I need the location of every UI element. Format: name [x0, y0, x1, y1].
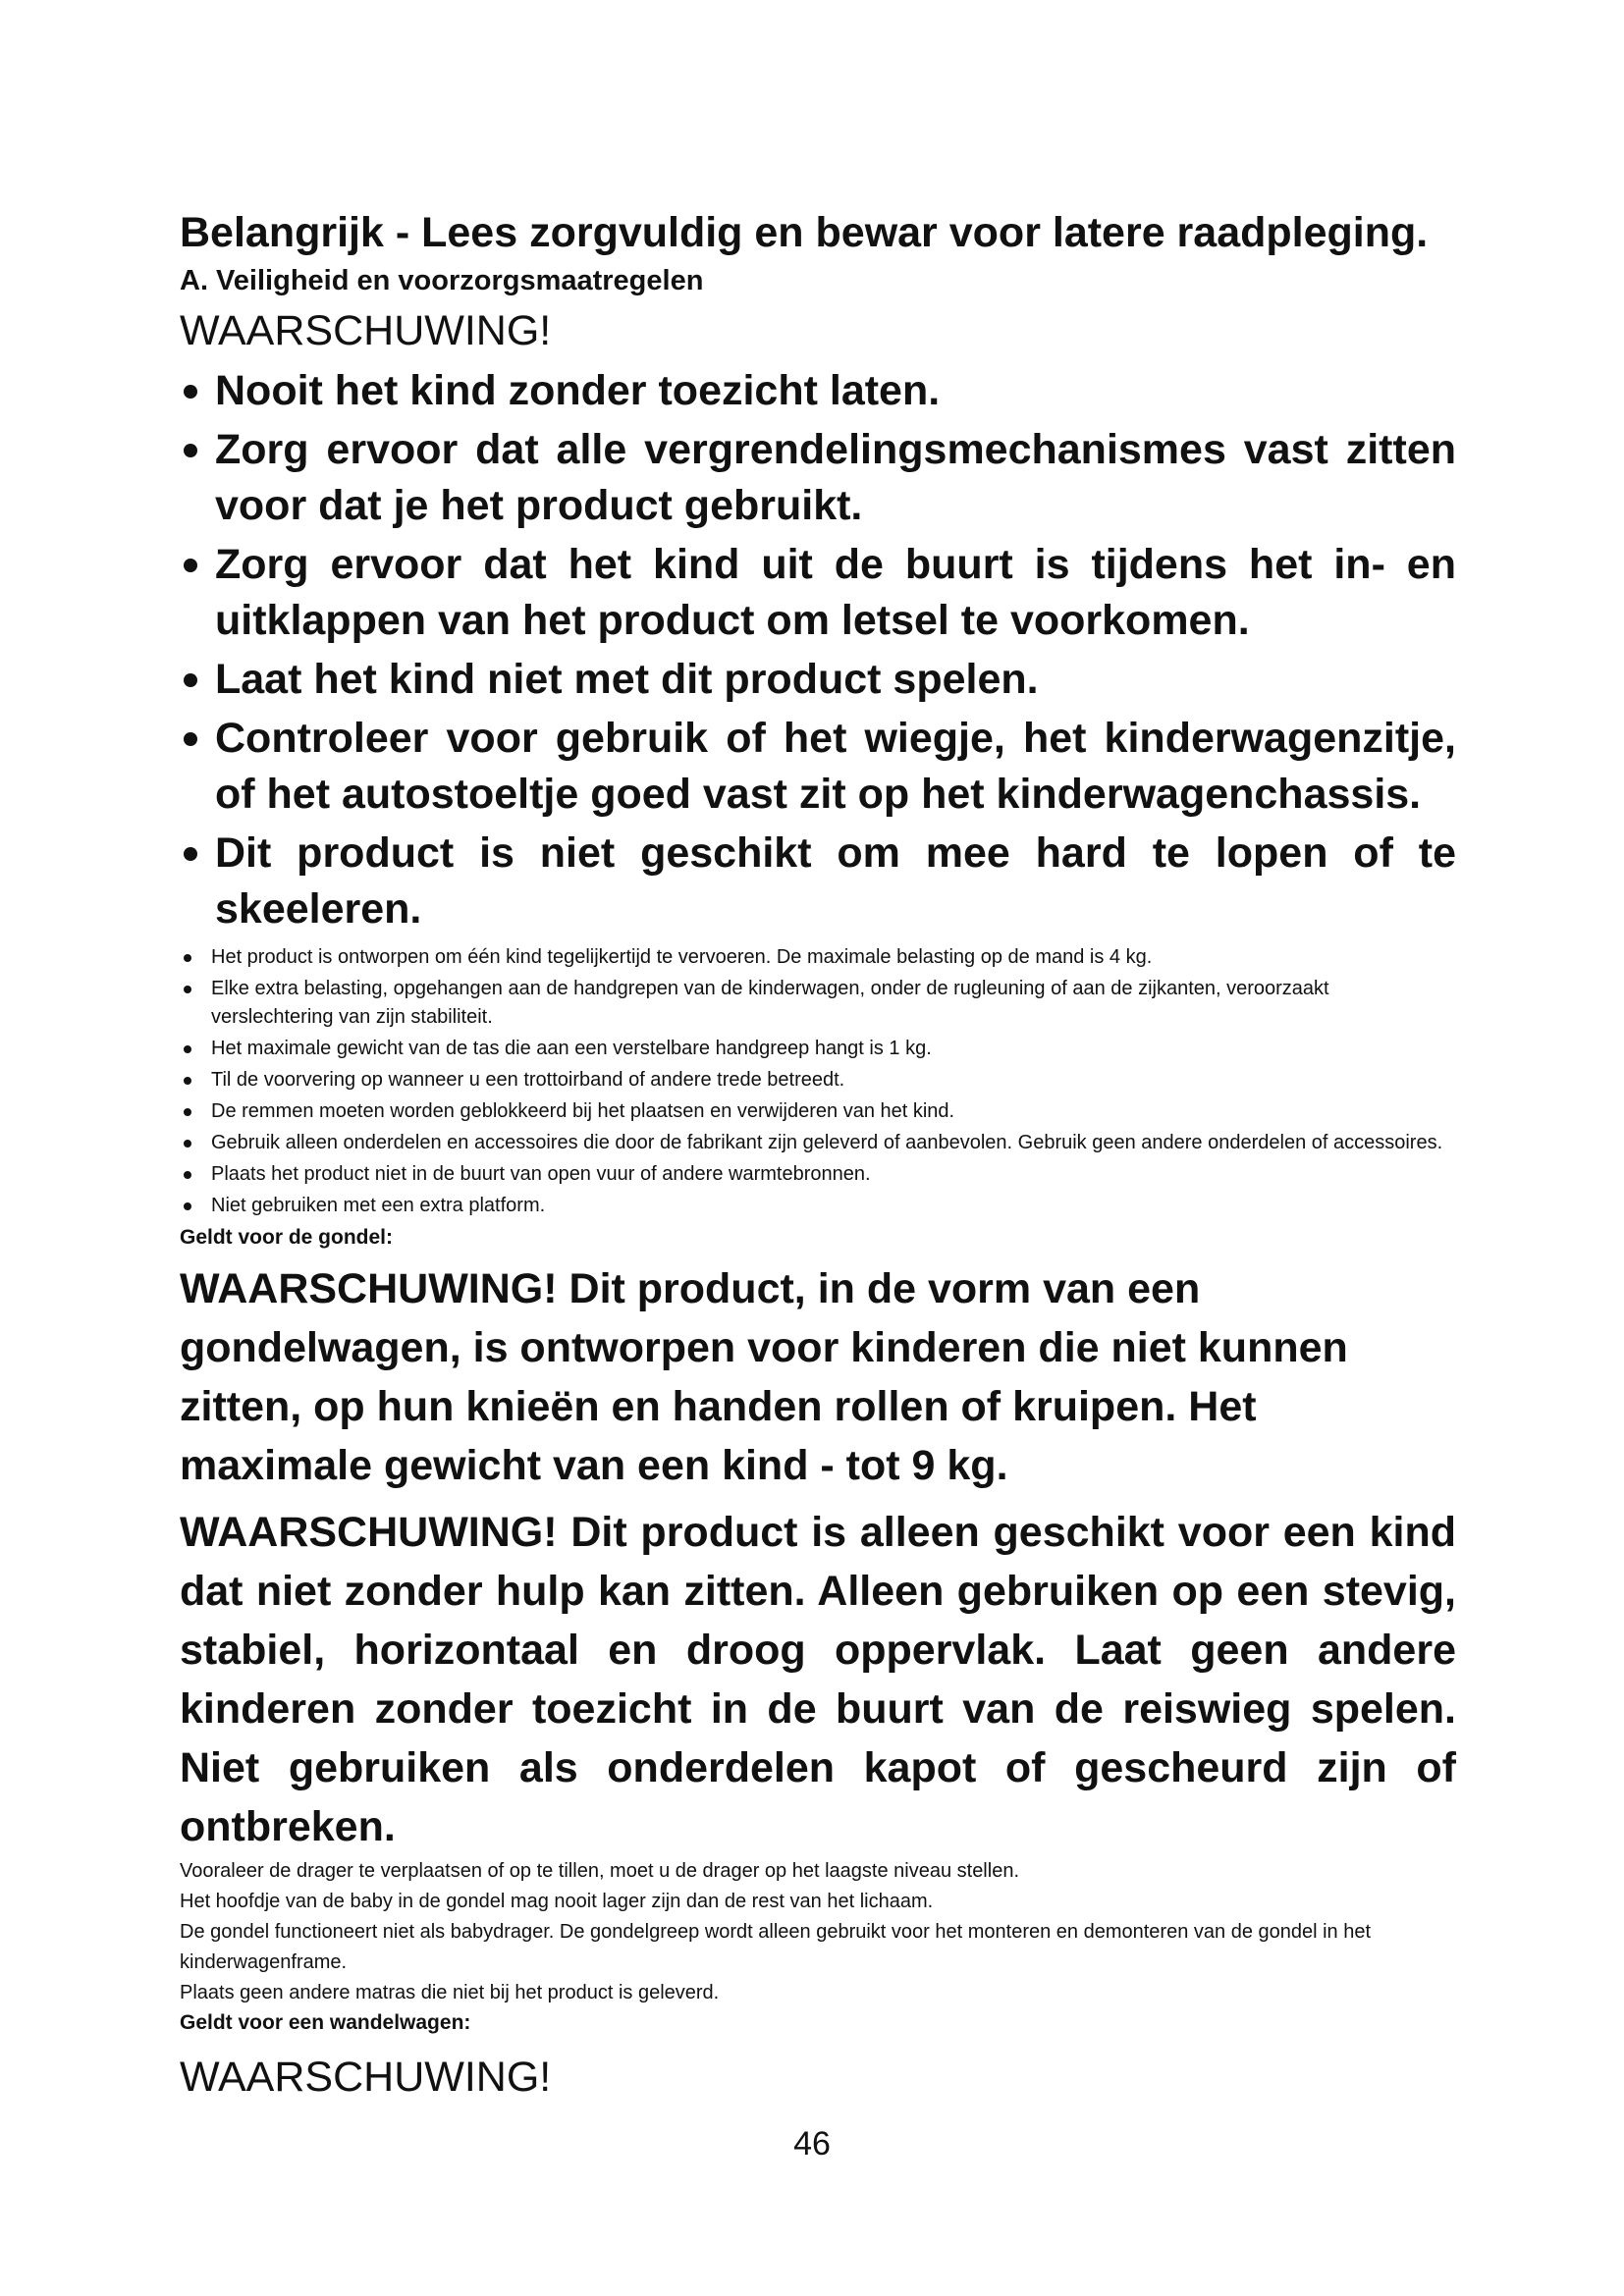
detail-list [180, 943, 1456, 1220]
list-item: Gebruik alleen onderdelen en accessoires die door de fabrikant zijn geleverd of aanbevolen. Gebruik geen andere onderdelen of accessoires. [180, 1129, 1456, 1157]
list-item: Zorg ervoor dat het kind uit de buurt is tijdens het in- en uitklappen van het product om letsel te voorkomen. [180, 537, 1456, 649]
list-item: Plaats het product niet in de buurt van open vuur of andere warmtebronnen. [180, 1160, 1456, 1189]
list-item: Dit product is niet geschikt om mee hard te lopen of te skeeleren. [180, 826, 1456, 937]
gondel-note: Plaats geen andere matras die niet bij het product is geleverd. [180, 1982, 720, 2003]
gondel-note: Vooraleer de drager te verplaatsen of op te tillen, moet u de drager op het laagste niveau stellen. [180, 1860, 1019, 1882]
list-item: Het product is ontworpen om één kind tegelijkertijd te vervoeren. De maximale belasting op de mand is 4 kg. [180, 943, 1456, 972]
gondel-heading: Geldt voor de gondel: [180, 1226, 394, 1249]
document-page [180, 206, 1456, 2109]
list-item: Niet gebruiken met een extra platform. [180, 1192, 1456, 1220]
gondel-note: De gondel functioneert niet als babydrager. De gondelgreep wordt alleen gebruikt voor het monteren en demonteren van de gondel in het kinderwagenframe. [180, 1921, 1372, 1973]
gondel-warning-1: WAARSCHUWING! Dit product, in de vorm van een gondelwagen, is ontworpen voor kinderen die niet kunnen zitten, op hun knieën en handen rollen of kruipen. Het maximale gewicht van een kind - tot 9 kg. [180, 1265, 1348, 1489]
page-number: 46 [793, 2125, 831, 2163]
list-item: Elke extra belasting, opgehangen aan de handgrepen van de kinderwagen, onder de rugleuning of aan de zijkanten, veroorzaakt verslechtering van zijn stabiliteit. [180, 975, 1456, 1032]
list-item: Nooit het kind zonder toezicht laten. [180, 363, 1456, 419]
list-item: Laat het kind niet met dit product spelen. [180, 652, 1456, 708]
list-item: Controleer voor gebruik of het wiegje, het kinderwagenzitje, of het autostoeltje goed vast zit op het kinderwagenchassis. [180, 711, 1456, 823]
document-title: Belangrijk - Lees zorgvuldig en bewar voor latere raadpleging. [180, 209, 1429, 256]
list-item: Zorg ervoor dat alle vergrendelingsmechanismes vast zitten voor dat je het product gebruikt. [180, 422, 1456, 534]
list-item: Til de voorvering op wanneer u een trottoirband of andere trede betreedt. [180, 1066, 1456, 1095]
section-heading: A. Veiligheid en voorzorgsmaatregelen [180, 265, 704, 296]
main-warning-list [180, 363, 1456, 937]
wandelwagen-heading: Geldt voor een wandelwagen: [180, 2011, 471, 2034]
list-item: De remmen moeten worden geblokkeerd bij het plaatsen en verwijderen van het kind. [180, 1097, 1456, 1126]
list-item: Het maximale gewicht van de tas die aan een verstelbare handgreep hangt is 1 kg. [180, 1035, 1456, 1063]
warning-heading: WAARSCHUWING! [180, 307, 552, 354]
wandelwagen-warning: WAARSCHUWING! [180, 2054, 552, 2101]
gondel-note: Het hoofdje van de baby in de gondel mag nooit lager zijn dan de rest van het lichaam. [180, 1891, 934, 1912]
gondel-warning-2: WAARSCHUWING! Dit product is alleen geschikt voor een kind dat niet zonder hulp kan zitten. Alleen gebruiken op een stevig, stabiel, horizontaal en droog oppervlak. Laat geen andere kinderen zonder toezicht in de buurt van de reiswieg spelen. Niet gebruiken als onderdelen kapot of gescheurd zijn of ontbreken. [180, 1509, 1456, 1850]
